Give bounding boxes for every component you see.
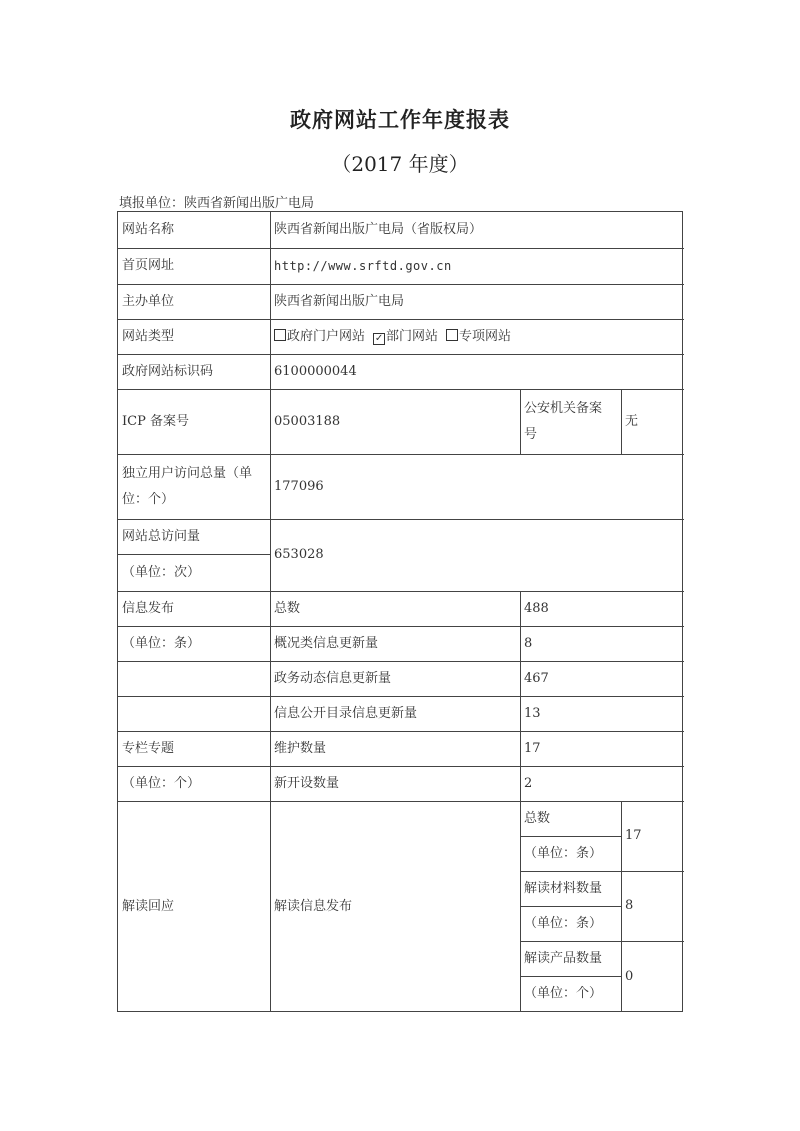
info-release-row-value: 13 <box>524 705 541 721</box>
interp-total-label: 总数 <box>524 810 551 826</box>
filler-unit: 填报单位：陕西省新闻出版广电局 <box>119 196 315 211</box>
report-title: 政府网站工作年度报表 <box>290 107 510 132</box>
checkbox-checked-icon[interactable]: ✓ <box>374 332 384 344</box>
site-type-option-special[interactable] <box>446 324 511 350</box>
info-release-row-value: 8 <box>524 635 533 651</box>
checkbox-unchecked-icon[interactable] <box>274 329 286 341</box>
unique-visitors-value: 177096 <box>274 478 324 494</box>
interp-total-unit: （单位：条） <box>524 845 603 861</box>
special-columns-row-value: 17 <box>524 740 541 756</box>
icp-value: 05003188 <box>274 413 341 429</box>
site-type-options <box>270 319 684 354</box>
host-unit-label: 主办单位 <box>122 293 175 309</box>
total-visits-label: 网站总访问量 <box>122 528 201 544</box>
total-visits-unit: （单位：次） <box>122 564 201 580</box>
interp-product-unit: （单位：个） <box>524 986 603 1001</box>
label-line1: 独立用户访问总量（单 <box>122 465 253 481</box>
special-columns-row-label: 新开设数量 <box>274 775 340 791</box>
unique-visitors-label <box>118 454 270 519</box>
police-record-label-line1: 公安机关备案 <box>524 400 603 416</box>
special-columns-label: 专栏专题 <box>122 740 175 756</box>
site-name-label: 网站名称 <box>122 222 175 237</box>
site-id-code-label: 政府网站标识码 <box>122 363 214 379</box>
site-type-label: 网站类型 <box>122 328 175 344</box>
info-release-row-label: 概况类信息更新量 <box>274 635 379 651</box>
info-release-label: 信息发布 <box>122 600 175 616</box>
option-label: 部门网站 <box>386 328 439 344</box>
report-table <box>117 211 683 1012</box>
info-release-row-value: 488 <box>524 600 549 616</box>
site-type-option-department[interactable] <box>373 324 438 350</box>
info-release-unit: （单位：条） <box>122 635 201 651</box>
interp-product-label: 解读产品数量 <box>524 950 603 966</box>
info-release-row-label: 信息公开目录信息更新量 <box>274 705 418 721</box>
site-name-value: 陕西省新闻出版广电局（省版权局） <box>274 222 483 237</box>
label-line2: 位：个） <box>122 491 175 507</box>
interpretation-sub-label: 解读信息发布 <box>274 898 353 914</box>
option-label: 专项网站 <box>459 328 512 344</box>
interpretation-label: 解读回应 <box>122 898 175 914</box>
report-year: （2017 年度） <box>331 152 469 176</box>
interp-material-label: 解读材料数量 <box>524 880 603 896</box>
interp-total-value: 17 <box>625 828 642 843</box>
site-id-code-value: 6100000044 <box>274 363 357 379</box>
total-visits-value: 653028 <box>274 547 324 562</box>
host-unit-value: 陕西省新闻出版广电局 <box>274 293 405 309</box>
site-type-option-portal[interactable] <box>274 324 365 350</box>
homepage-url-label: 首页网址 <box>122 258 175 273</box>
police-record-value: 无 <box>625 413 639 429</box>
special-columns-row-value: 2 <box>524 775 533 791</box>
homepage-url-value: http://www.srftd.gov.cn <box>274 259 452 273</box>
interp-material-unit: （单位：条） <box>524 915 603 931</box>
checkbox-unchecked-icon[interactable] <box>446 329 458 341</box>
info-release-row-label: 总数 <box>274 600 301 616</box>
icp-label: ICP 备案号 <box>122 413 189 429</box>
info-release-row-label: 政务动态信息更新量 <box>274 670 392 686</box>
option-label: 政府门户网站 <box>287 328 366 344</box>
interp-product-value: 0 <box>625 968 634 984</box>
police-record-label-line2: 号 <box>524 426 538 442</box>
police-record-label <box>520 389 621 454</box>
info-release-row-value: 467 <box>524 670 549 686</box>
special-columns-unit: （单位：个） <box>122 775 201 791</box>
interp-material-value: 8 <box>625 898 634 913</box>
special-columns-row-label: 维护数量 <box>274 740 327 756</box>
